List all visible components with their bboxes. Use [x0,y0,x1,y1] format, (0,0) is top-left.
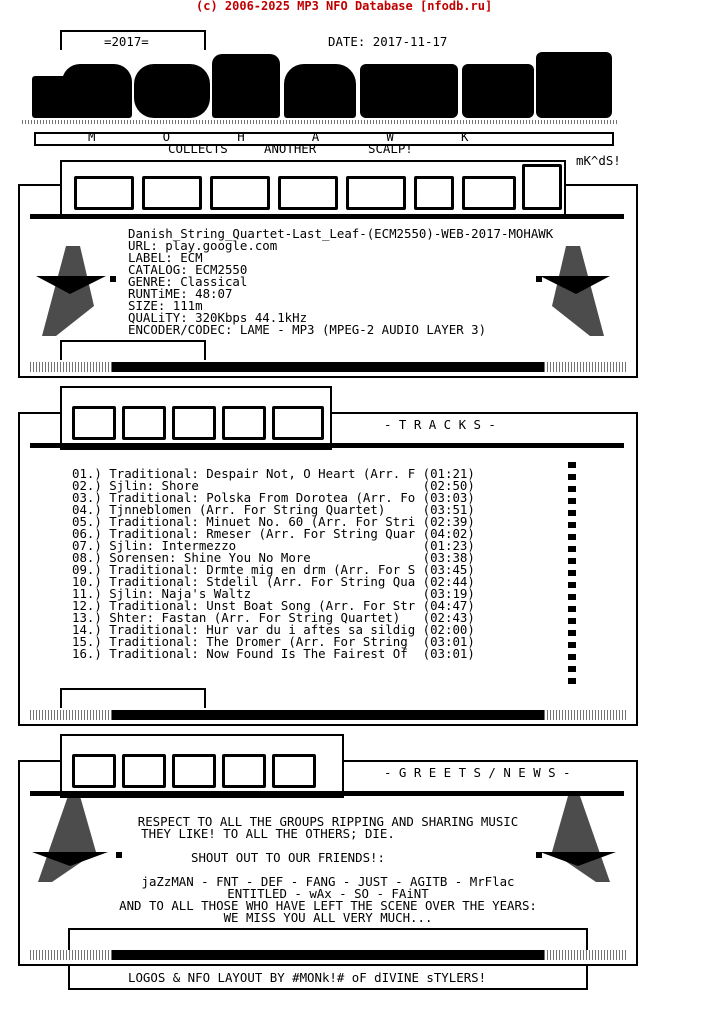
another-word: ANOTHER [264,141,317,156]
bullet-square [116,852,122,858]
track-row: 14.) Traditional: Hur var du i aftes sa sildig (02:00) [72,622,475,637]
release-info-logo [60,160,566,216]
dither-bar [544,950,626,960]
tracks-footer-tab [60,688,206,708]
release-encoder: ENCODER/CODEC: LAME - MP3 (MPEG-2 AUDIO LAYER 3) [128,322,487,337]
track-row: 15.) Traditional: The Dromer (Arr. For String (03:01) [72,634,475,649]
release-quality: QUALiTY: 320Kbps 44.1kHz [128,310,308,325]
track-row: 13.) Shter: Fastan (Arr. For String Quartet) (02:43) [72,610,475,625]
track-row: 01.) Traditional: Despair Not, O Heart (Arr. F (01:21) [72,466,475,481]
dither-bar [544,362,626,372]
credits: LOGOS & NFO LAYOUT BY #MONk!# oF dIVINE sTYLERS! [128,970,487,985]
release-label: LABEL: ECM [128,250,203,265]
track-row: 11.) Sjlin: Naja's Waltz (03:19) [72,586,475,601]
year-tag: =2017= [104,34,149,49]
greets-bottom-bar [112,950,544,960]
tracks-divider [30,443,624,448]
dither-bar [544,710,626,720]
track-row: 08.) Sorensen: Shine You No More (03:38) [72,550,475,565]
copyright-header: (c) 2006-2025 MP3 NFO Database [nfodb.ru] [196,0,493,13]
greets-text [60,816,596,924]
greets-footer-tab [68,928,588,950]
bullet-square [536,852,542,858]
track-row: 02.) Sjlin: Shore (02:50) [72,478,475,493]
release-catalog: CATALOG: ECM2550 [128,262,248,277]
mohawk-spaced: M O H A W K [88,129,469,144]
track-row: 03.) Traditional: Polska From Dorotea (Arr. Fo (03:03) [72,490,475,505]
release-bottom-bar [112,362,544,372]
greets-line: SHOUT OUT TO OUR FRIENDS!: [191,850,385,865]
track-row: 06.) Traditional: Rmeser (Arr. For String Quar (04:02) [72,526,475,541]
signature: mK^dS! [576,153,621,168]
release-title: Danish_String_Quartet-Last_Leaf-(ECM2550)-WEB-2017-MOHAWK [128,226,554,241]
greets-line: RESPECT TO ALL THE GROUPS RIPPING AND SHARING MUSIC [137,814,519,829]
track-row: 05.) Traditional: Minuet No. 60 (Arr. For Stri (02:39) [72,514,475,529]
tracks-logo [60,386,332,450]
track-row: 09.) Traditional: Drmte mig en drm (Arr. For S (03:45) [72,562,475,577]
greets-line: THEY LIKE! TO ALL THE OTHERS; DIE. [141,826,395,841]
tracks-heading: - T R A C K S - [384,417,496,432]
track-row: 07.) Sjlin: Intermezzo (01:23) [72,538,475,553]
release-footer-tab [60,340,206,360]
greets-line: AND TO ALL THOSE WHO HAVE LEFT THE SCENE OVER THE YEARS: [119,898,537,913]
dither-bar [30,710,112,720]
bullet-square [110,276,116,282]
release-runtime: RUNTiME: 48:07 [128,286,233,301]
right-arrow-ornament [540,246,610,336]
greets-heading: - G R E E T S / N E W S - [384,765,571,780]
release-url: URL: play.google.com [128,238,278,253]
release-date: DATE: 2017-11-17 [328,34,448,49]
track-row: 16.) Traditional: Now Found Is The Fairest Of (03:01) [72,646,475,661]
track-row: 10.) Traditional: Stdelil (Arr. For String Qua (02:44) [72,574,475,589]
dither-bar [30,362,112,372]
collects-word: COLLECTS [168,141,228,156]
left-arrow-ornament [32,796,108,882]
greets-line: jaZzMAN - FNT - DEF - FANG - JUST - AGITB - MrFlac [141,874,515,889]
scalp-word: SCALP! [368,141,413,156]
release-divider [30,214,624,219]
dither-bar [30,950,112,960]
greets-divider [30,791,624,796]
tracks-bottom-bar [112,710,544,720]
release-genre: GENRE: Classical [128,274,248,289]
track-list [72,468,475,660]
square-column [568,462,576,686]
greets-logo [60,734,344,798]
greets-line: WE MISS YOU ALL VERY MUCH... [223,910,433,925]
release-size: SIZE: 111m [128,298,203,313]
bullet-square [536,276,542,282]
greets-line: ENTITLED - wAx - SO - FAiNT [227,886,429,901]
mohawk-logo [22,50,618,124]
left-arrow-ornament [36,246,106,336]
right-arrow-ornament [540,796,616,882]
track-row: 04.) Tjnneblomen (Arr. For String Quartet) (03:51) [72,502,475,517]
track-row: 12.) Traditional: Unst Boat Song (Arr. For Str (04:47) [72,598,475,613]
